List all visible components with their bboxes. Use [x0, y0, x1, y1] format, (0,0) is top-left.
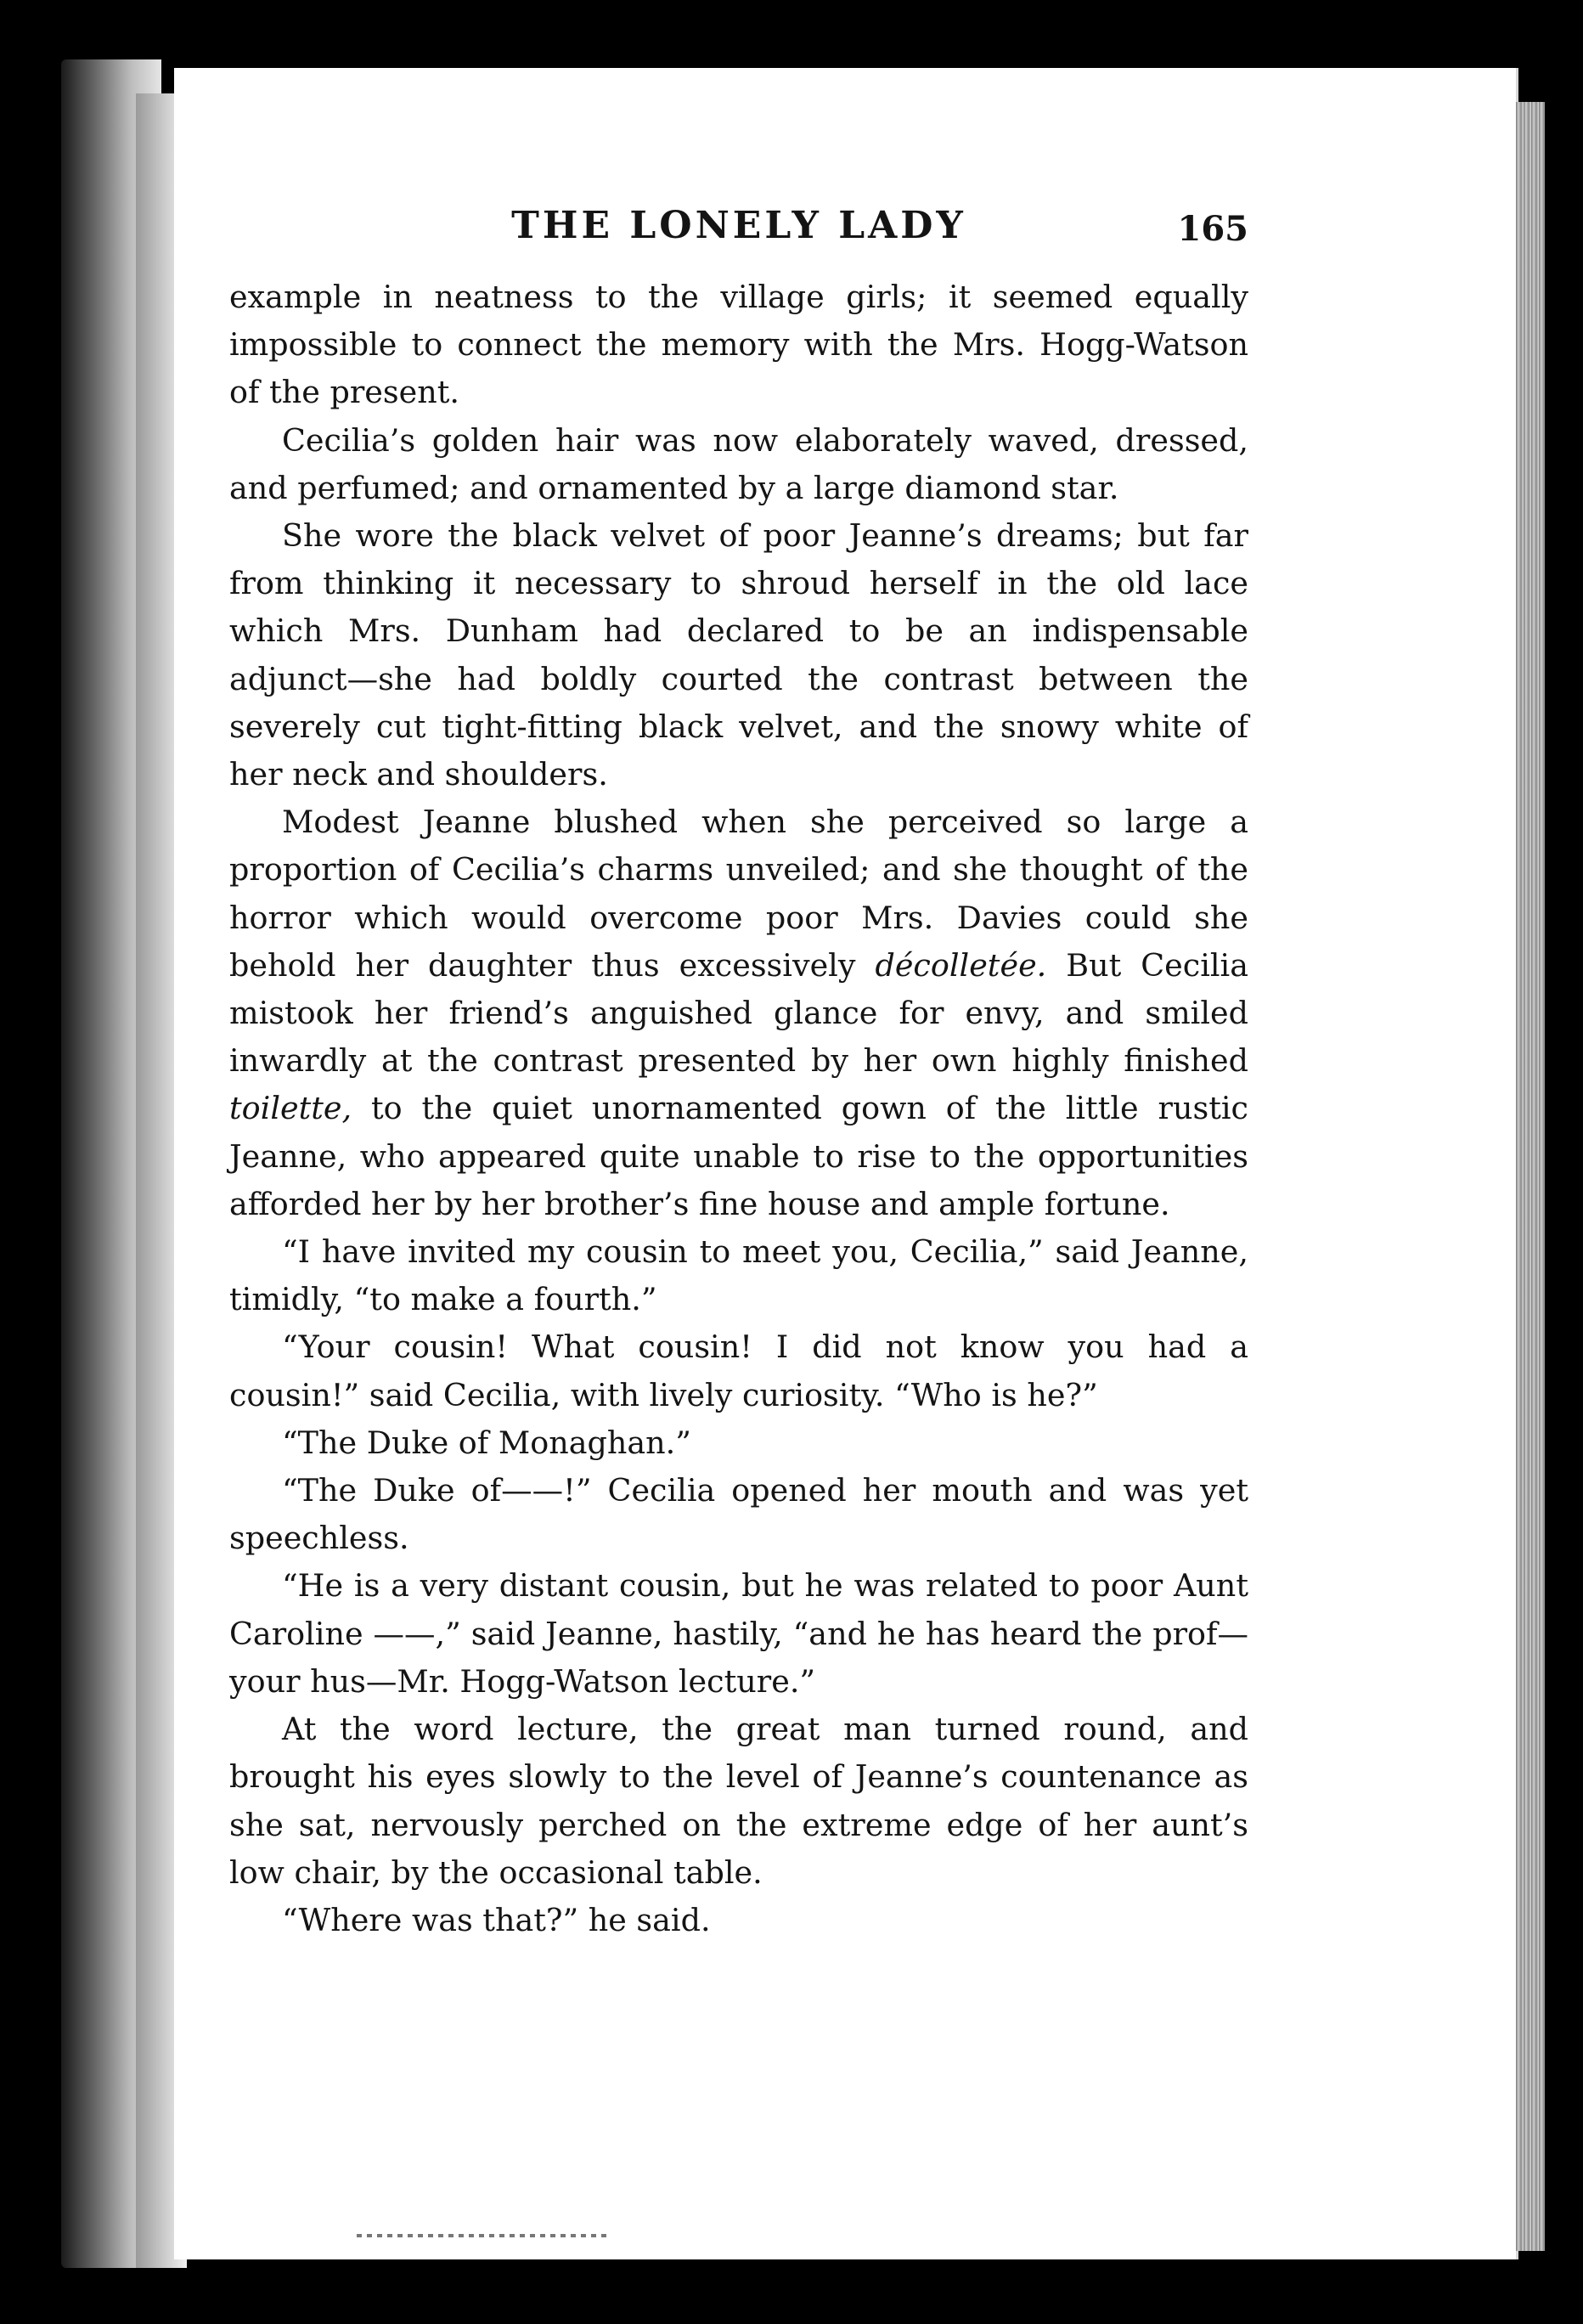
paragraph-text: to the quiet unornamented gown of the little rustic Jeanne, who appeared quite unable to rise to the opportunities afforded her by her brother’s fine house and ample fortune. — [229, 1090, 1248, 1222]
body-text — [229, 274, 1248, 1944]
paragraph: “The Duke of——!” Cecilia opened her mouth and was yet speechless. — [229, 1472, 1248, 1557]
running-title: THE LONELY LADY — [511, 204, 966, 247]
paragraph — [229, 798, 1248, 1228]
page-bottom-mark — [357, 2234, 611, 2237]
paragraph-text: But Cecilia mistook her friend’s anguished glance for envy, and smiled inwardly at the contrast presented by her own highly finished — [229, 946, 1248, 1080]
paragraph: Cecilia’s golden hair was now elaborately waved, dressed, and perfumed; and ornamented by a large diamond star. — [229, 421, 1248, 506]
paragraph: At the word lecture, the great man turned round, and brought his eyes slowly to the level of Jeanne’s countenance as she sat, nervously perched on the extreme edge of her aunt’s low chair, by the occasional table. — [229, 1711, 1248, 1891]
paragraph: “He is a very distant cousin, but he was related to poor Aunt Caroline ——,” said Jeanne, hastily, “and he has heard the prof—your hus—Mr. Hogg-Watson lecture.” — [229, 1567, 1248, 1700]
paragraph: “The Duke of Monaghan.” — [282, 1424, 691, 1461]
page-number: 165 — [1177, 209, 1248, 249]
paragraph: “Your cousin! What cousin! I did not know you had a cousin!” said Cecilia, with lively curiosity. “Who is he?” — [229, 1328, 1248, 1413]
italic-word: décolletée. — [875, 946, 1047, 984]
italic-word: toilette, — [229, 1090, 352, 1127]
page-edges — [1516, 102, 1545, 2251]
page-content — [229, 204, 1248, 1944]
paragraph: example in neatness to the village girls; it seemed equally impossible to connect the memory with the Mrs. Hogg-Watson of the present. — [229, 279, 1248, 411]
paragraph-text: Modest Jeanne blushed when she perceived so large a proportion of Cecilia’s charms unveiled; and she thought of the horror which would overcome poor Mrs. Davies could she behold her daughter thus excessively — [229, 804, 1248, 984]
paragraph: She wore the black velvet of poor Jeanne’s dreams; but far from thinking it necessary to shroud herself in the old lace which Mrs. Dunham had declared to be an indispensable adjunct—she had boldly courted the contrast between the severely cut tight-fitting black velvet, and the snowy white of her neck and shoulders. — [229, 517, 1248, 793]
paragraph: “I have invited my cousin to meet you, Cecilia,” said Jeanne, timidly, “to make a fourth.” — [229, 1233, 1248, 1318]
running-head — [229, 204, 1248, 255]
paragraph: “Where was that?” he said. — [282, 1901, 711, 1938]
